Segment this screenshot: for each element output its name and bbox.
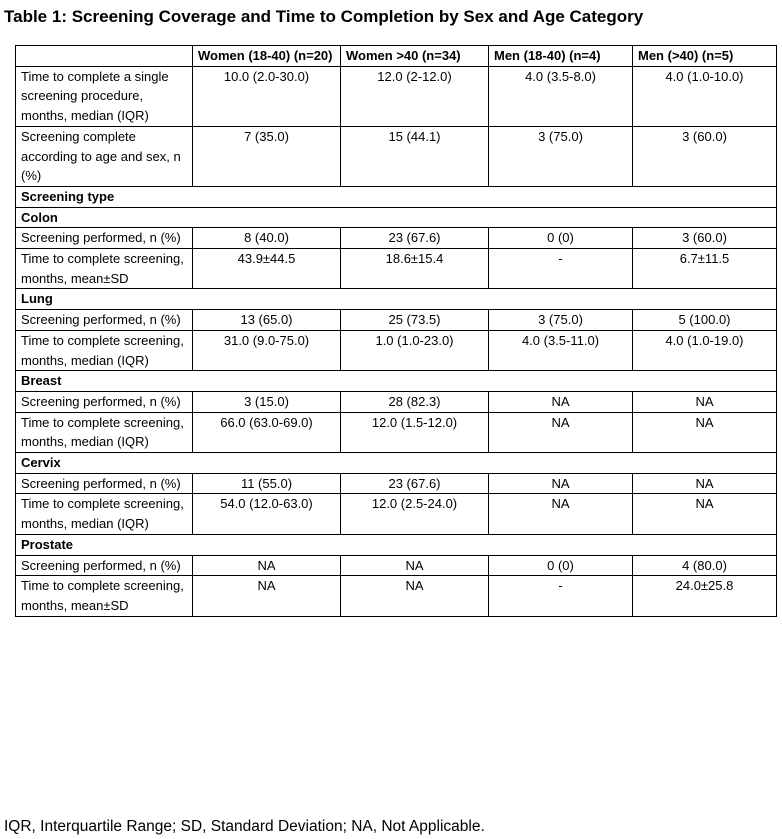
- row-label: Time to complete screening, months, median (IQR): [16, 494, 193, 534]
- header-cell: Men (18-40) (n=4): [489, 46, 633, 67]
- row-label: Time to complete screening, months, mean±SD: [16, 249, 193, 289]
- table-cell: 12.0 (1.5-12.0): [341, 412, 489, 452]
- table-cell: 28 (82.3): [341, 391, 489, 412]
- row-label: Screening performed, n (%): [16, 473, 193, 494]
- table-cell: 4 (80.0): [633, 555, 777, 576]
- header-cell: Women >40 (n=34): [341, 46, 489, 67]
- header-row: [16, 46, 777, 67]
- table-cell: 12.0 (2.5-24.0): [341, 494, 489, 534]
- table-cell: 5 (100.0): [633, 310, 777, 331]
- table-cell: 23 (67.6): [341, 473, 489, 494]
- section-row: [16, 207, 777, 228]
- table-cell: NA: [633, 494, 777, 534]
- section-label: Prostate: [16, 534, 777, 555]
- table-row: [16, 555, 777, 576]
- table-cell: 6.7±11.5: [633, 249, 777, 289]
- table-cell: 66.0 (63.0-69.0): [193, 412, 341, 452]
- table-cell: -: [489, 576, 633, 616]
- table-footnote: IQR, Interquartile Range; SD, Standard Deviation; NA, Not Applicable.: [4, 818, 485, 835]
- row-label: Screening complete according to age and sex, n (%): [16, 126, 193, 186]
- table-cell: 31.0 (9.0-75.0): [193, 330, 341, 370]
- table-cell: NA: [489, 473, 633, 494]
- table-row: [16, 576, 777, 616]
- header-cell: [16, 46, 193, 67]
- table-cell: NA: [341, 555, 489, 576]
- table-cell: NA: [633, 412, 777, 452]
- section-label: Lung: [16, 289, 777, 310]
- table-cell: 54.0 (12.0-63.0): [193, 494, 341, 534]
- table-cell: 3 (75.0): [489, 126, 633, 186]
- table-row: [16, 249, 777, 289]
- table-cell: 43.9±44.5: [193, 249, 341, 289]
- table-cell: 3 (15.0): [193, 391, 341, 412]
- screening-table: [15, 45, 777, 617]
- section-row: [16, 186, 777, 207]
- table-cell: 3 (60.0): [633, 126, 777, 186]
- table-row: [16, 494, 777, 534]
- table-cell: 3 (75.0): [489, 310, 633, 331]
- table-cell: 24.0±25.8: [633, 576, 777, 616]
- section-label: Breast: [16, 371, 777, 392]
- header-cell: Men (>40) (n=5): [633, 46, 777, 67]
- table-cell: NA: [193, 576, 341, 616]
- table-cell: NA: [633, 473, 777, 494]
- section-row: [16, 371, 777, 392]
- table-row: [16, 126, 777, 186]
- section-row: [16, 289, 777, 310]
- table-body: [16, 66, 777, 616]
- table-cell: 10.0 (2.0-30.0): [193, 66, 341, 126]
- row-label: Time to complete screening, months, median (IQR): [16, 412, 193, 452]
- section-row: [16, 534, 777, 555]
- table-cell: 13 (65.0): [193, 310, 341, 331]
- table-cell: 12.0 (2-12.0): [341, 66, 489, 126]
- section-label: Screening type: [16, 186, 777, 207]
- table-cell: 4.0 (3.5-8.0): [489, 66, 633, 126]
- row-label: Screening performed, n (%): [16, 391, 193, 412]
- table-cell: 4.0 (1.0-19.0): [633, 330, 777, 370]
- row-label: Time to complete screening, months, mean±SD: [16, 576, 193, 616]
- table-cell: 4.0 (3.5-11.0): [489, 330, 633, 370]
- table-cell: NA: [489, 391, 633, 412]
- row-label: Screening performed, n (%): [16, 555, 193, 576]
- table-cell: NA: [489, 494, 633, 534]
- row-label: Screening performed, n (%): [16, 228, 193, 249]
- table-cell: NA: [193, 555, 341, 576]
- table-cell: 4.0 (1.0-10.0): [633, 66, 777, 126]
- row-label: Time to complete a single screening procedure, months, median (IQR): [16, 66, 193, 126]
- row-label: Screening performed, n (%): [16, 310, 193, 331]
- row-label: Time to complete screening, months, median (IQR): [16, 330, 193, 370]
- table-row: [16, 228, 777, 249]
- table-cell: 0 (0): [489, 228, 633, 249]
- table-cell: 11 (55.0): [193, 473, 341, 494]
- table-row: [16, 310, 777, 331]
- table-cell: 25 (73.5): [341, 310, 489, 331]
- table-cell: 7 (35.0): [193, 126, 341, 186]
- table-row: [16, 391, 777, 412]
- table-cell: -: [489, 249, 633, 289]
- section-row: [16, 453, 777, 474]
- table-cell: NA: [633, 391, 777, 412]
- table-cell: NA: [489, 412, 633, 452]
- table-cell: 8 (40.0): [193, 228, 341, 249]
- table-row: [16, 473, 777, 494]
- table-row: [16, 330, 777, 370]
- table-title: Table 1: Screening Coverage and Time to Completion by Sex and Age Category: [4, 7, 644, 26]
- table-cell: 1.0 (1.0-23.0): [341, 330, 489, 370]
- table-row: [16, 412, 777, 452]
- section-label: Cervix: [16, 453, 777, 474]
- table-cell: 3 (60.0): [633, 228, 777, 249]
- table-cell: 18.6±15.4: [341, 249, 489, 289]
- table-cell: 23 (67.6): [341, 228, 489, 249]
- header-cell: Women (18-40) (n=20): [193, 46, 341, 67]
- section-label: Colon: [16, 207, 777, 228]
- table-cell: 0 (0): [489, 555, 633, 576]
- table-row: [16, 66, 777, 126]
- table-cell: 15 (44.1): [341, 126, 489, 186]
- table-cell: NA: [341, 576, 489, 616]
